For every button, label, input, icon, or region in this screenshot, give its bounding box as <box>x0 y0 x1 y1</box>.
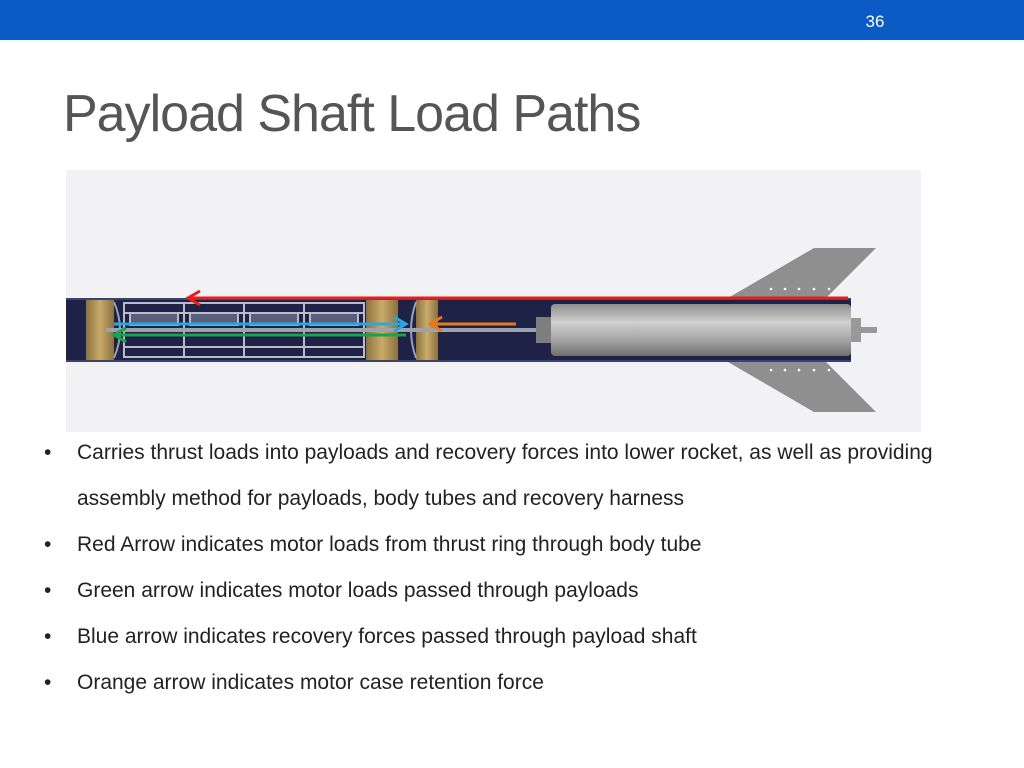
bullet-text: Red Arrow indicates motor loads from thrust ring through body tube <box>77 533 702 556</box>
header-bar <box>0 0 1024 40</box>
slide-number: 36 <box>865 12 885 31</box>
motor-nozzle <box>851 318 861 342</box>
bullet-item <box>40 568 940 614</box>
motor-case <box>551 304 851 356</box>
bullet-item <box>40 614 940 660</box>
bullet-dot: • <box>44 671 52 694</box>
payload-shaft <box>106 328 546 332</box>
bullet-text: Blue arrow indicates recovery forces passed through payload shaft <box>77 625 697 648</box>
rocket-figure <box>66 170 921 432</box>
bullet-list <box>40 430 940 706</box>
bullet-text: Orange arrow indicates motor case retention force <box>77 671 544 694</box>
bullet-dot: • <box>44 533 52 556</box>
bullet-text: Green arrow indicates motor loads passed through payloads <box>77 579 639 602</box>
bullet-item <box>40 430 940 522</box>
motor-tail <box>861 327 877 333</box>
bullet-item <box>40 660 940 706</box>
bullet-dot: • <box>44 625 52 648</box>
bullet-dot: • <box>44 579 52 602</box>
bullet-item <box>40 522 940 568</box>
bullet-text: Carries thrust loads into payloads and recovery forces into lower rocket, as well as providing assembly method for payloads, body tubes and recovery harness <box>77 441 933 510</box>
bullet-dot: • <box>44 441 52 464</box>
slide-title: Payload Shaft Load Paths <box>63 85 641 143</box>
